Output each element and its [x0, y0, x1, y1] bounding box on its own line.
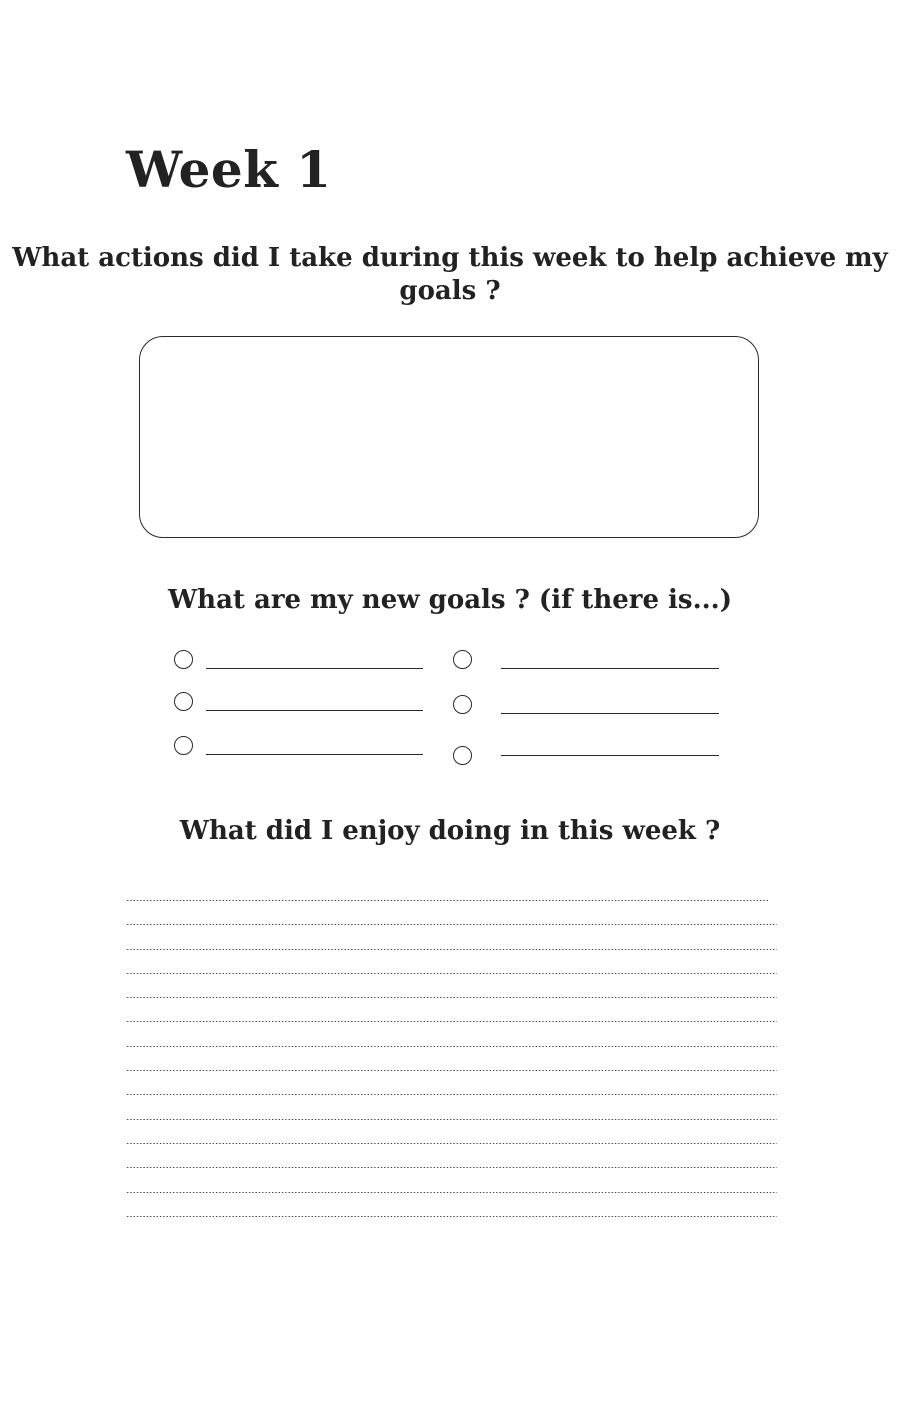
enjoy-writing-area — [126, 900, 777, 1240]
goal-item — [453, 693, 713, 719]
dotted-write-line[interactable] — [126, 924, 777, 925]
dotted-write-line[interactable] — [126, 949, 777, 950]
dotted-write-line[interactable] — [126, 1192, 777, 1193]
question-enjoy: What did I enjoy doing in this week ? — [179, 816, 721, 846]
goal-write-line[interactable] — [501, 668, 719, 669]
question-new-goals: What are my new goals ? (if there is...) — [167, 585, 733, 615]
goal-write-line[interactable] — [206, 754, 423, 755]
dotted-write-line[interactable] — [126, 1119, 777, 1120]
goal-write-line[interactable] — [206, 668, 423, 669]
dotted-write-line[interactable] — [126, 1021, 777, 1022]
goal-checkbox-circle[interactable] — [453, 650, 472, 669]
goal-write-line[interactable] — [501, 713, 719, 714]
goal-write-line[interactable] — [206, 710, 423, 711]
dotted-write-line[interactable] — [126, 1046, 777, 1047]
goal-item — [453, 744, 713, 770]
dotted-write-line[interactable] — [126, 1216, 777, 1217]
goal-checkbox-circle[interactable] — [174, 650, 193, 669]
goal-checkbox-circle[interactable] — [174, 736, 193, 755]
goal-item — [174, 734, 434, 760]
dotted-write-line[interactable] — [126, 973, 777, 974]
goal-checkbox-circle[interactable] — [453, 695, 472, 714]
goal-checkbox-circle[interactable] — [453, 746, 472, 765]
goal-item — [453, 648, 713, 674]
dotted-write-line[interactable] — [126, 1167, 777, 1168]
dotted-write-line[interactable] — [126, 900, 768, 901]
dotted-write-line[interactable] — [126, 1143, 777, 1144]
page-title: Week 1 — [126, 140, 332, 199]
dotted-write-line[interactable] — [126, 1094, 777, 1095]
goal-checkbox-circle[interactable] — [174, 692, 193, 711]
goal-item — [174, 648, 434, 674]
goal-item — [174, 690, 434, 716]
actions-answer-box[interactable] — [139, 336, 759, 538]
goal-write-line[interactable] — [501, 755, 719, 756]
question-actions: What actions did I take during this week to help achieve my goals ? — [12, 243, 888, 306]
dotted-write-line[interactable] — [126, 1070, 777, 1071]
dotted-write-line[interactable] — [126, 997, 777, 998]
